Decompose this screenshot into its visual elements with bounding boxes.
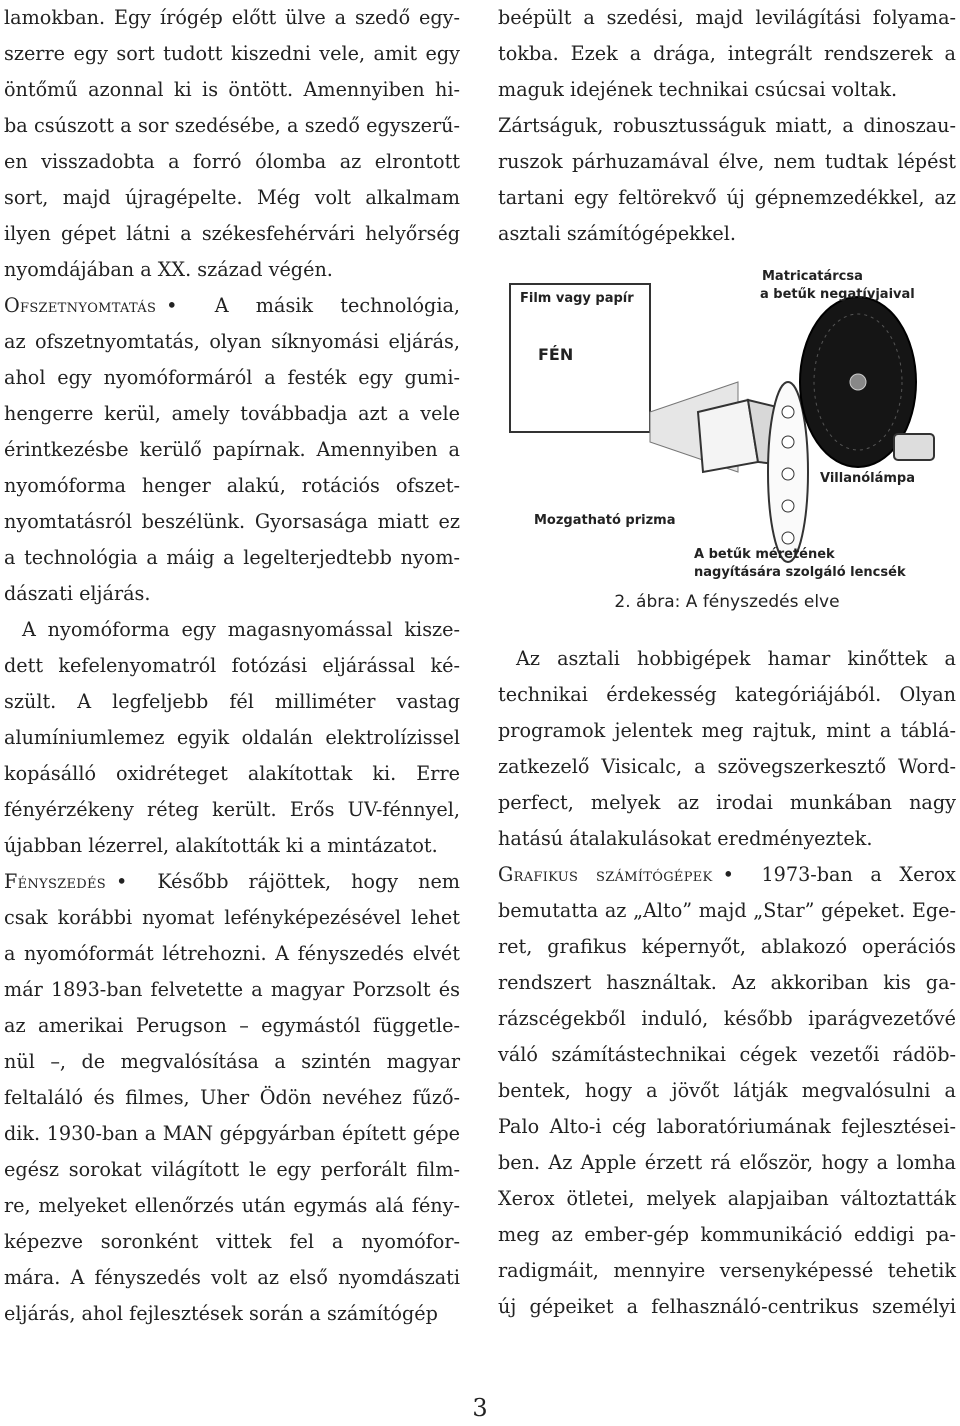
- text-line: ben. Az Apple érzett rá először, hogy a lomha: [498, 1151, 956, 1174]
- section-heading: Ofszetnyomtatás: [4, 294, 157, 317]
- text-line: re, melyeket ellenőrzés után egymás alá fény-: [4, 1194, 460, 1217]
- text-line: alumíniumlemez egyik oldalán elektrolízissel: [4, 726, 460, 749]
- text-line: újabban lézerrel, alakították ki a mintázatot.: [4, 834, 438, 857]
- label-film: Film vagy papír: [520, 291, 634, 306]
- text-line: dászati eljárás.: [4, 582, 151, 605]
- text-line: programok jelentek meg rajtuk, mint a táblá-: [498, 719, 956, 742]
- text-line: Az asztali hobbigépek hamar kinőttek a: [516, 647, 956, 670]
- text-line: rázscégekből induló, később iparágvezetővé: [498, 1007, 956, 1030]
- text-line: maguk idejének technikai csúcsai voltak.: [498, 78, 898, 101]
- label-matrix-1: Matricatárcsa: [762, 269, 863, 284]
- text-line: az amerikai Perugson – egymástól függetle-: [4, 1014, 460, 1037]
- text-line: tartani egy feltörekvő új gépnemzedékkel, az: [498, 186, 956, 209]
- text-line: szerre egy sort tudott kiszedni vele, amit egy: [4, 42, 460, 65]
- text-line: lamokban. Egy írógép előtt ülve a szedő egy-: [4, 6, 460, 29]
- label-lens-1: A betűk méretének: [694, 547, 835, 562]
- text-line: hatású átalakulásokat eredményeztek.: [498, 827, 873, 850]
- text-line: asztali számítógépekkel.: [498, 222, 737, 245]
- section-heading: Grafikus számítógépek: [498, 863, 713, 886]
- text-line: dik. 1930-ban a MAN gépgyárban épített gépe: [4, 1122, 460, 1145]
- text-line: A nyomóforma egy magasnyomással kisze-: [22, 618, 460, 641]
- text-line: technikai érdekesség kategóriájából. Olyan: [498, 683, 956, 706]
- section-text: Később rájöttek, hogy nem: [137, 870, 460, 893]
- phototypesetting-diagram: [498, 262, 956, 582]
- text-line: nyomtatásról beszélünk. Gyorsasága miatt ez: [4, 510, 460, 533]
- section-heading-line: [498, 857, 956, 893]
- text-line: öntőmű azonnal ki is öntött. Amennyiben hi-: [4, 78, 460, 101]
- lens-hole: [782, 532, 794, 544]
- lens-hole: [782, 468, 794, 480]
- text-line: nyomóforma henger alakú, rotációs ofszet-: [4, 474, 460, 497]
- text-line: Zártságuk, robusztusságuk miatt, a dinoszau-: [498, 114, 956, 137]
- text-line: ba csúszott a sor szedésébe, a szedő egyszerű-: [4, 114, 460, 137]
- text-line: érintkezésbe kerülő papírnak. Amennyiben a: [4, 438, 460, 461]
- section-text: A másik technológia,: [187, 294, 460, 317]
- text-line: radigmáit, mennyire versenyképessé tehetik: [498, 1259, 956, 1282]
- text-line: Palo Alto-i cég laboratóriumának fejlesztései-: [498, 1115, 956, 1138]
- text-line: új gépeiket a felhasználó-centrikus személyi: [498, 1295, 956, 1318]
- text-line: ret, grafikus képernyőt, ablakozó operációs: [498, 935, 956, 958]
- lens-hole: [782, 500, 794, 512]
- text-line: sort, majd újragépelte. Még volt alkalmam: [4, 186, 460, 209]
- text-line: rendszert használtak. Az akkoriban kis ga-: [498, 971, 956, 994]
- text-line: Xerox ötletei, melyek alapjaiban változtatták: [498, 1187, 956, 1210]
- text-line: tokba. Ezek a drága, integrált rendszerek a: [498, 42, 956, 65]
- label-matrix-2: a betűk negatívjaival: [760, 287, 915, 302]
- text-line: eljárás, ahol fejlesztések során a számítógép: [4, 1302, 438, 1325]
- text-line: egész sorokat világított le egy perforált film-: [4, 1158, 460, 1181]
- text-line: meg az ember-gép kommunikáció eddigi pa-: [498, 1223, 956, 1246]
- text-line: nyomdájában a XX. század végén.: [4, 258, 333, 281]
- text-line: zatkezelő Visicalc, a szövegszerkesztő Word-: [498, 755, 956, 778]
- phototypesetting-figure: [498, 262, 956, 582]
- text-line: csak korábbi nyomat lefényképezésével lehet: [4, 906, 460, 929]
- lens-hole: [782, 436, 794, 448]
- section-heading-line: [4, 864, 460, 900]
- figure-caption: 2. ábra: A fényszedés elve: [614, 592, 840, 612]
- label-prism: Mozgatható prizma: [534, 513, 676, 528]
- text-line: dett kefelenyomatról fotózási eljárással ké-: [4, 654, 460, 677]
- text-line: szült. A legfeljebb fél milliméter vastag: [4, 690, 460, 713]
- text-line: a nyomóformát létrehozni. A fényszedés elvét: [4, 942, 460, 965]
- text-line: bemutatta az „Alto” majd „Star” gépeket. Ege-: [498, 899, 956, 922]
- page-number: 3: [472, 1394, 488, 1422]
- label-light: FÉN: [538, 345, 574, 364]
- section-heading: Fényszedés: [4, 870, 107, 893]
- text-line: képezve soronként vittek fel a nyomófor-: [4, 1230, 460, 1253]
- bullet-separator: •: [722, 863, 734, 886]
- text-line: már 1893-ban felvetette a magyar Porzsolt és: [4, 978, 460, 1001]
- text-line: a technológia a máig a legelterjedtebb nyom-: [4, 546, 460, 569]
- section-heading-line: [4, 288, 460, 324]
- text-line: váló számítástechnikai cégek vezetői rádöb-: [498, 1043, 956, 1066]
- label-lens-2: nagyítására szolgáló lencsék: [694, 565, 906, 580]
- text-line: mára. A fényszedés volt az első nyomdászati: [4, 1266, 460, 1289]
- matrix-hub: [850, 374, 866, 390]
- film-plate: [510, 284, 650, 432]
- section-text: 1973-ban a Xerox: [743, 863, 956, 886]
- text-line: ruszok párhuzamával élve, nem tudtak lépést: [498, 150, 956, 173]
- text-line: en visszadobta a forró ólomba az elrontott: [4, 150, 460, 173]
- text-line: beépült a szedési, majd levilágítási folyama-: [498, 6, 956, 29]
- lens-hole: [782, 406, 794, 418]
- bullet-separator: •: [116, 870, 128, 893]
- bullet-separator: •: [166, 294, 178, 317]
- text-line: ilyen gépet látni a székesfehérvári helyőrség: [4, 222, 460, 245]
- text-line: az ofszetnyomtatás, olyan síknyomási eljárás,: [4, 330, 460, 353]
- text-line: feltaláló és filmes, Uher Ödön nevéhez fűző-: [4, 1086, 460, 1109]
- text-line: hengerre kerül, amely továbbadja azt a vele: [4, 402, 460, 425]
- text-line: kopásálló oxidréteget alakítottak ki. Erre: [4, 762, 460, 785]
- text-line: nül –, de megvalósítása a szintén magyar: [4, 1050, 460, 1073]
- text-line: perfect, melyek az irodai munkában nagy: [498, 791, 956, 814]
- text-line: bentek, hogy a jövőt látják megvalósulni a: [498, 1079, 956, 1102]
- text-line: ahol egy nyomóformáról a festék egy gumi-: [4, 366, 460, 389]
- flash-lamp-shape: [894, 434, 934, 460]
- label-flash: Villanólámpa: [820, 471, 916, 486]
- text-line: fényérzékeny réteg került. Erős UV-fénnyel,: [4, 798, 460, 821]
